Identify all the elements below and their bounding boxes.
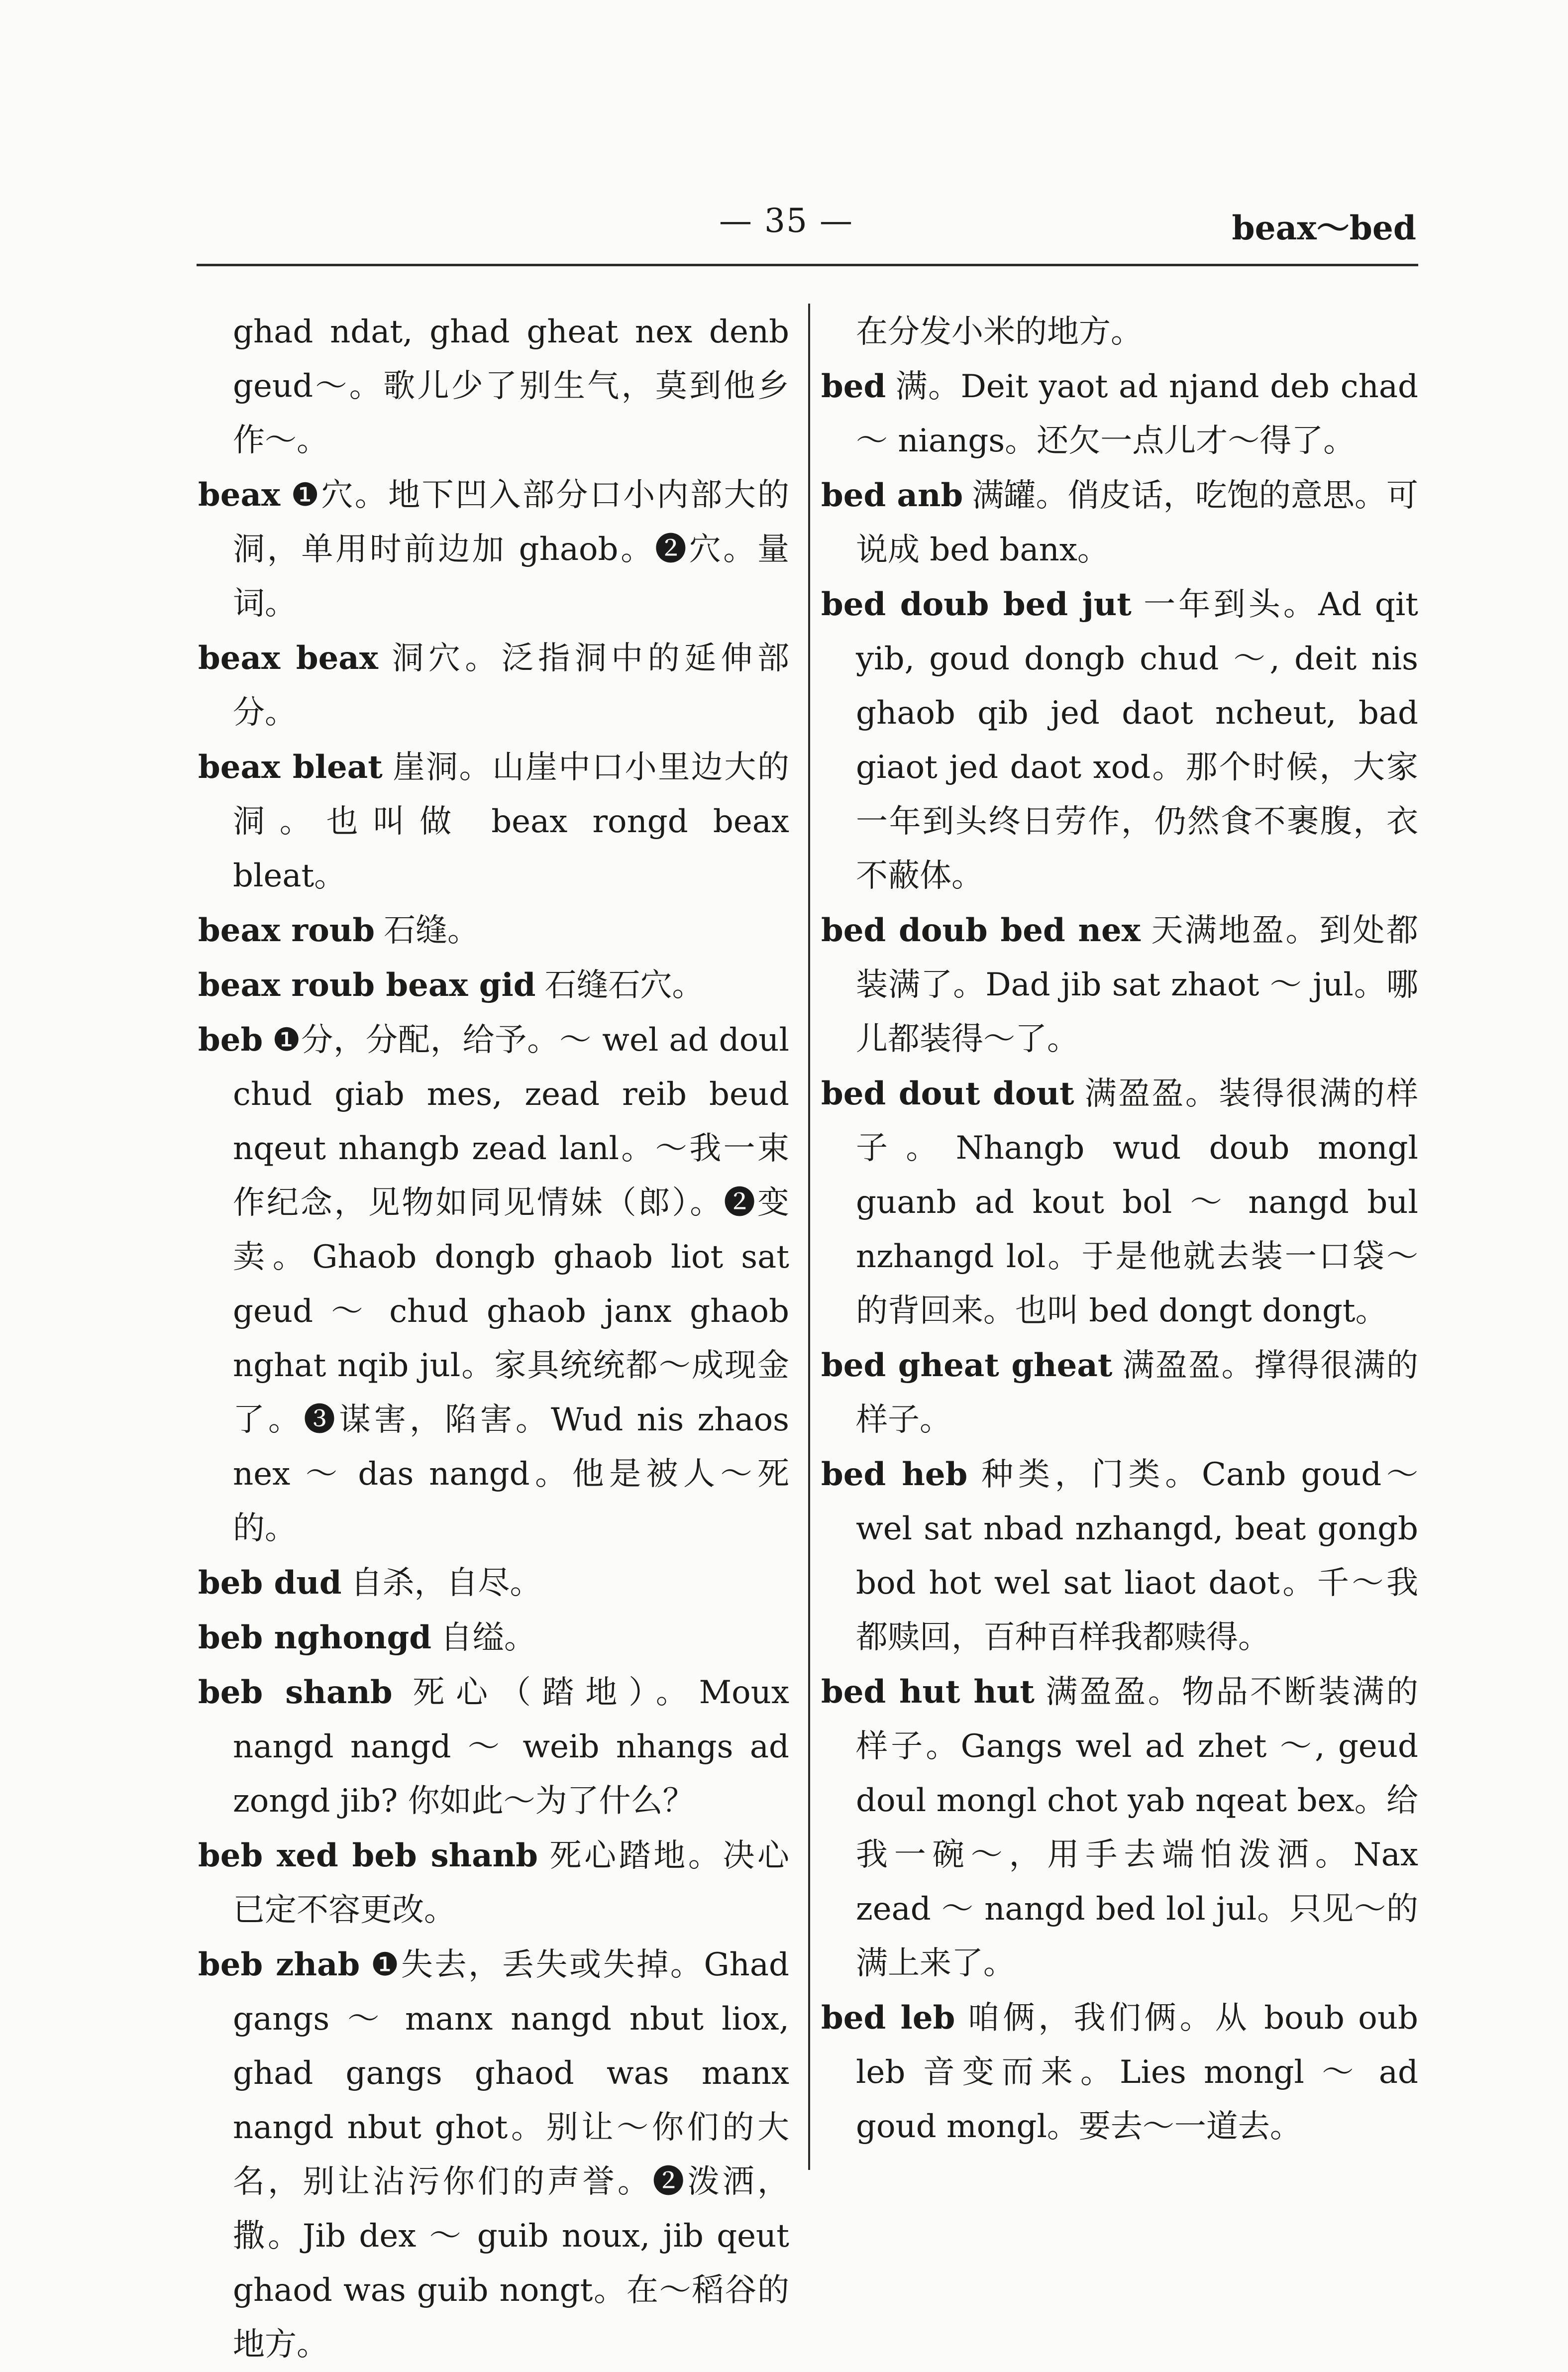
entry-headword: beax roub beax gid [198,967,536,1004]
dictionary-entry [821,903,1418,1067]
dictionary-entry [821,359,1418,468]
right-column [821,305,1418,2154]
dictionary-entry [198,958,789,1013]
entry-definition: 天满地盈。到处都装满了。Dad jib sat zhaot ～ jul。哪儿都装得～了。 [856,912,1419,1058]
entry-headword: beax [198,476,281,514]
entry-definition: 满盈盈。装得很满的样子。Nhangb wud doub mongl guanb ad kout bol ～ nangd bul nzhangd lol。于是他就去装一口袋～的背回来。也叫 bed dongt dongt。 [856,1076,1419,1329]
dictionary-entry [198,1938,789,2372]
entry-definition: 满。Deit yaot ad njand deb chad ～ niangs。还欠一点儿才～得了。 [856,368,1418,459]
dictionary-entry [821,468,1418,577]
entry-headword: beb [198,1021,263,1059]
dictionary-entry [198,1013,789,1556]
dictionary-entry [821,1991,1418,2154]
column-divider [808,304,810,2170]
dictionary-entry [198,1665,789,1829]
dictionary-entry [198,903,789,958]
dictionary-entry [198,468,789,631]
entry-definition: 满罐。俏皮话，吃饱的意思。可说成 bed banx。 [856,477,1419,568]
entry-headword: beb xed beb shanb [198,1837,538,1874]
entry-definition: 满盈盈。物品不断装满的样子。Gangs wel ad zhet ～, geud doul mongl chot yab nqeat bex。给我一碗～，用手去端怕泼洒。Nax zead ～ nangd bed lol jul。只见～的满上来了。 [856,1674,1419,1982]
running-head: beax～bed [1232,209,1416,247]
dictionary-entry [198,1556,789,1611]
entry-headword: beb nghongd [198,1619,432,1656]
page-number: — 35 — [719,202,853,240]
entry-definition: 咱俩，我们俩。从 boub oub leb 音变而来。Lies mongl ～ ad goud mongl。要去～一道去。 [856,2000,1419,2145]
entry-headword: beax roub [198,912,375,949]
entry-definition: 自缢。 [440,1619,536,1656]
entry-definition: 一年到头。Ad qit yib, goud dongb chud ～, deit nis ghaob qib jed daot ncheut, bad giaot jed daot xod。那个时候，大家一年到头终日劳作，仍然食不裹腹，衣不蔽体。 [856,586,1419,894]
left-column [198,305,789,2372]
entry-definition: 洞穴。泛指洞中的延伸部分。 [233,640,790,731]
entry-headword: bed [821,368,886,405]
dictionary-entry [198,631,789,740]
dictionary-entry [198,1829,789,1938]
entry-headword: beax beax [198,640,378,677]
entry-headword: bed hut hut [821,1673,1035,1711]
entry-definition: 满盈盈。撑得很满的样子。 [856,1347,1419,1438]
dictionary-entry [821,577,1418,903]
entry-headword: bed leb [821,1999,955,2037]
header-rule [197,264,1418,266]
dictionary-entry [198,305,789,468]
entry-headword: bed doub bed jut [821,586,1132,623]
entry-definition: 死心踏地。决心已定不容更改。 [233,1837,789,1929]
entry-headword: beax bleat [198,749,383,786]
entry-definition: ❶穴。地下凹入部分口小内部大的洞，单用时前边加 ghaob。❷穴。量词。 [233,477,789,622]
dictionary-entry [821,1338,1418,1447]
dictionary-entry [821,1665,1418,1991]
entry-headword: bed dout dout [821,1075,1074,1112]
entry-headword: bed doub bed nex [821,912,1141,949]
entry-definition: 种类，门类。Canb goud～wel sat nbad nzhangd, beat gongb bod hot wel sat liaot daot。千～我都赎回，百种百样我都赎得。 [856,1456,1419,1656]
entry-definition: 在分发小米的地方。 [856,314,1143,350]
entry-definition: 石缝。 [384,912,480,949]
entry-headword: beb dud [198,1564,342,1602]
entry-headword: beb zhab [198,1946,360,1983]
dictionary-entry [198,1611,789,1665]
dictionary-entry [821,1447,1418,1665]
entry-definition: 死心（踏地）。Moux nangd nangd ～ weib nhangs ad zongd jib? 你如此～为了什么？ [233,1674,790,1820]
entry-definition: ❶分，分配，给予。～ wel ad doul chud giab mes, zead reib beud nqeut nhangb zead lanl。～我一束作纪念，见物如同见情妹（郎）。❷变卖。Ghaob dongb ghaob liot sat geud ～ chud ghaob janx ghaob nghat nqib jul。家具统统都～成现金了。❸谋害，陷害。Wud nis zhaos nex ～ das nangd。他是被人～死的。 [233,1022,789,1547]
entry-headword: bed gheat gheat [821,1347,1113,1384]
entry-headword: beb shanb [198,1674,393,1711]
entry-definition: ghad ndat, ghad gheat nex denb geud～。歌儿少了别生气，莫到他乡作～。 [233,314,789,459]
dictionary-entry [198,740,789,903]
entry-definition: 自杀，自尽。 [350,1565,542,1602]
dictionary-entry [821,1067,1418,1338]
entry-headword: bed heb [821,1456,968,1493]
dictionary-entry [821,305,1418,359]
entry-definition: 石缝石穴。 [544,967,704,1004]
entry-definition: 崖洞。山崖中口小里边大的洞。也叫做 beax rongd beax bleat。 [233,749,790,894]
entry-definition: ❶失去，丢失或失掉。Ghad gangs ～ manx nangd nbut liox, ghad gangs ghaod was manx nangd nbut ghot。别让～你们的大名，别让沾污你们的声誉。❷泼洒，撒。Jib dex ～ guib noux, jib qeut ghaod was guib nongt。在～稻谷的地方。 [233,1946,790,2363]
entry-headword: bed anb [821,477,963,514]
